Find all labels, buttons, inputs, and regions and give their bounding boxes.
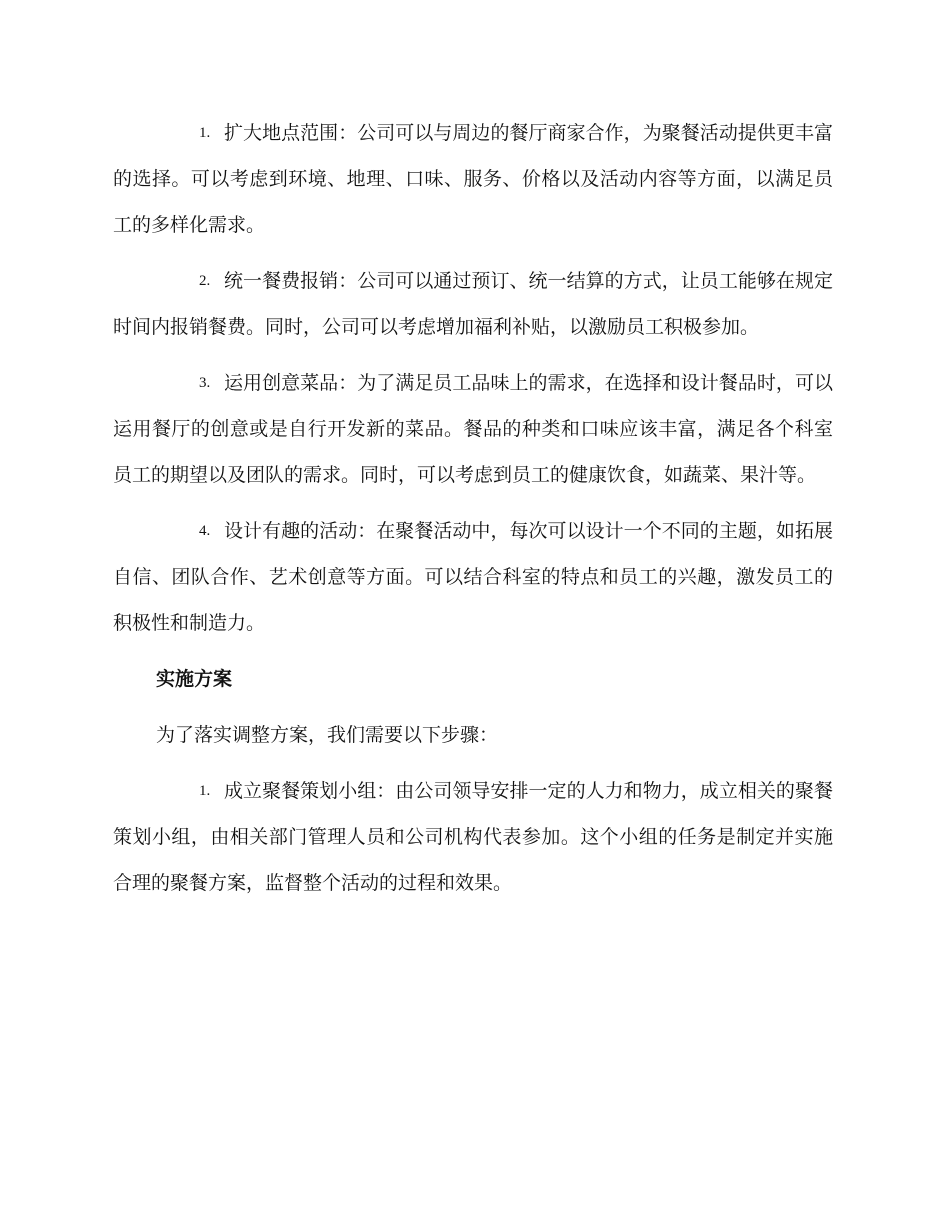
list-text: 扩大地点范围：公司可以与周边的餐厅商家合作，为聚餐活动提供更丰富的选择。可以考虑到环境、地理、口味、服务、价格以及活动内容等方面，以满足员工的多样化需求。 bbox=[113, 122, 833, 236]
list-number: 1. bbox=[199, 783, 211, 799]
list-item bbox=[113, 110, 833, 248]
list-text: 运用创意菜品：为了满足员工品味上的需求，在选择和设计餐品时，可以运用餐厅的创意或是自行开发新的菜品。餐品的种类和口味应该丰富，满足各个科室员工的期望以及团队的需求。同时，可以考虑到员工的健康饮食，如蔬菜、果汁等。 bbox=[113, 372, 833, 486]
list-item bbox=[113, 360, 833, 498]
document-page bbox=[113, 110, 833, 916]
list-number: 1. bbox=[199, 125, 211, 141]
intro-paragraph: 为了落实调整方案，我们需要以下步骤： bbox=[156, 724, 499, 746]
list-item bbox=[113, 508, 833, 646]
list-text: 统一餐费报销：公司可以通过预订、统一结算的方式，让员工能够在规定时间内报销餐费。同时，公司可以考虑增加福利补贴，以激励员工积极参加。 bbox=[113, 270, 833, 338]
list-number: 3. bbox=[199, 375, 211, 391]
list-text: 设计有趣的活动：在聚餐活动中，每次可以设计一个不同的主题，如拓展自信、团队合作、艺术创意等方面。可以结合科室的特点和员工的兴趣，激发员工的积极性和制造力。 bbox=[113, 520, 833, 634]
list-text: 成立聚餐策划小组：由公司领导安排一定的人力和物力，成立相关的聚餐策划小组，由相关部门管理人员和公司机构代表参加。这个小组的任务是制定并实施合理的聚餐方案，监督整个活动的过程和效果。 bbox=[113, 780, 833, 894]
list-item bbox=[113, 258, 833, 350]
list-number: 2. bbox=[199, 273, 211, 289]
list-item bbox=[113, 768, 833, 906]
list-number: 4. bbox=[199, 523, 211, 539]
section-heading: 实施方案 bbox=[156, 668, 233, 690]
